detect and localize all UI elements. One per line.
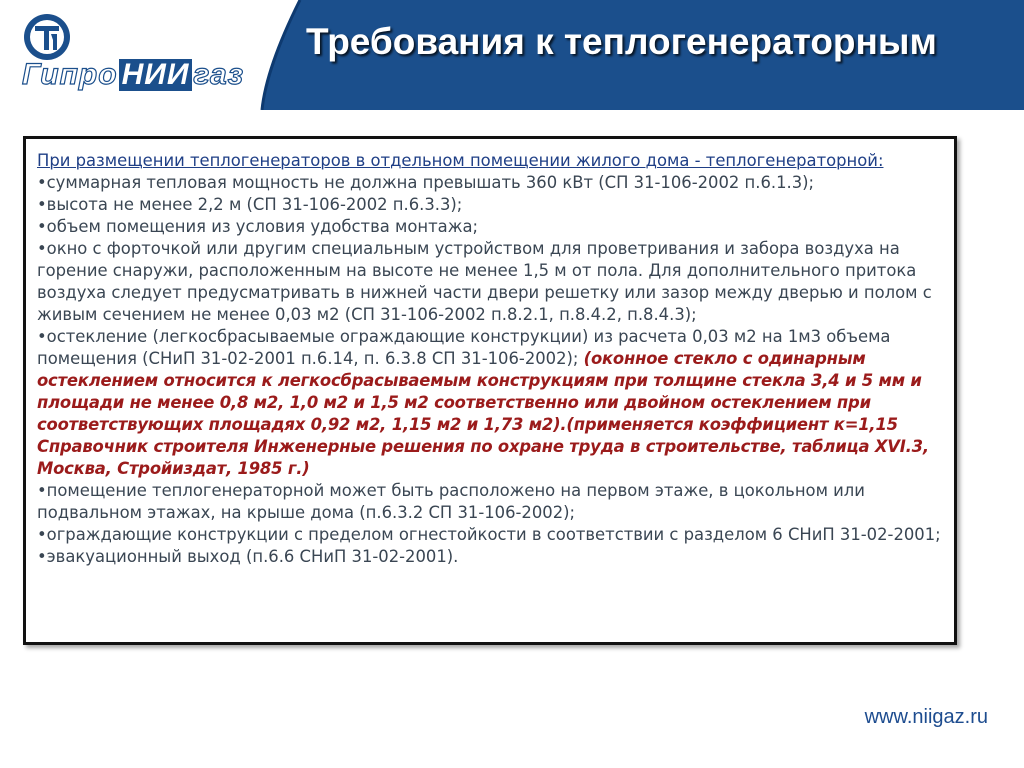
requirement-item-power: •суммарная тепловая мощность не должна превышать 360 кВт (СП 31-106-2002 п.6.1.3); (37, 173, 815, 192)
requirement-item-exit: •эвакуационный выход (п.6.6 СНиП 31-02-2001). (37, 547, 459, 566)
requirement-item-fire-resistance: •ограждающие конструкции с пределом огнестойкости в соответствии с разделом 6 СНиП 31-02-2001; (37, 525, 941, 544)
footer-website-link[interactable]: www.niigaz.ru (864, 706, 988, 728)
glazing-emphasis-text: (оконное стекло с одинарным остеклением относится к легкосбрасываемым конструкциям при толщине стекла 3,4 и 5 мм и площади не менее 0,8 м2, 1,0 м2 и 1,5 м2 соответственно или двойном остеклением при соответствующих площадях 0,92 м2, 1,15 м2 и 1,73 м2).(применяется коэффициент к=1,15 Справочник строителя Инженерные решения по охране труда в строительстве, таблица XVI.3, Москва, Стройиздат, 1985 г.) (37, 349, 929, 478)
requirement-item-height: •высота не менее 2,2 м (СП 31-106-2002 п.6.3.3); (37, 195, 463, 214)
requirements-box (23, 136, 957, 645)
gipro-niigaz-emblem-icon (22, 12, 72, 62)
requirement-item-glazing (37, 326, 942, 480)
requirement-item-window: •окно с форточкой или другим специальным устройством для проветривания и забора воздуха на горение снаружи, расположенным на высоте не менее 1,5 м от пола. Для дополнительного притока воздуха следует предусматривать в нижней части двери решетку или зазор между дверью и полом с живым сечением не менее 0,03 м2 (СП 31-106-2002 п.8.2.1, п.8.4.2, п.8.4.3); (37, 239, 932, 324)
intro-text: При размещении теплогенераторов в отдельном помещении жилого дома - теплогенераторной: (37, 151, 884, 170)
logo-wordmark (22, 59, 244, 91)
logo-word-gipro: Гипро (22, 58, 118, 91)
slide-title: Требования к теплогенераторным (306, 21, 937, 62)
glazing-text: •остекление (легкосбрасываемые ограждающие конструкции) из расчета 0,03 м2 на 1м3 объема помещения (СНиП 31-02-2001 п.6.14, п. 6.3.8 СП 31-106-2002); (37, 327, 891, 368)
header-band (0, 0, 1024, 110)
company-logo (22, 12, 244, 96)
logo-word-gaz: газ (193, 58, 245, 91)
requirement-item-location: •помещение теплогенераторной может быть расположено на первом этаже, в цокольном или подвальном этажах, на крыше дома (п.6.3.2 СП 31-106-2002); (37, 481, 865, 522)
logo-word-nii: НИИ (119, 59, 193, 91)
requirement-item-volume: •объем помещения из условия удобства монтажа; (37, 217, 479, 236)
